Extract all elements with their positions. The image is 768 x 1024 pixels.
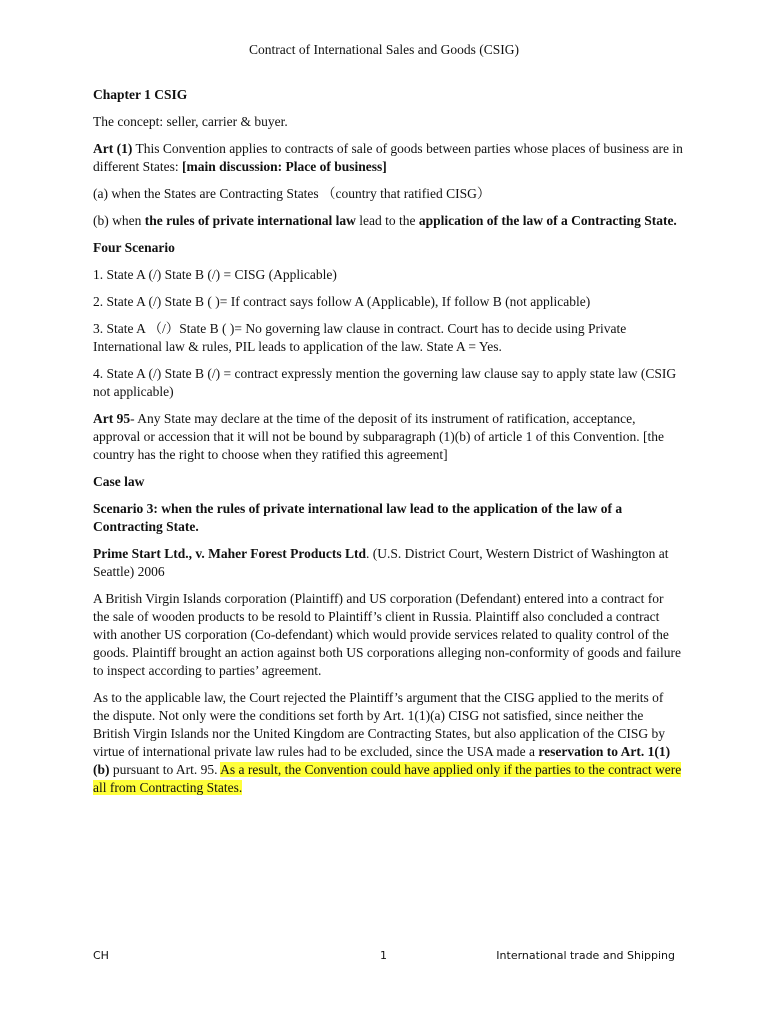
scenario-1: 1. State A (/) State B (/) = CISG (Applicable) — [93, 267, 337, 282]
art1-b-text1: (b) when — [93, 213, 145, 228]
case-law-heading — [93, 473, 683, 491]
scenario-3-heading-text: Scenario 3: when the rules of private international law lead to the application of the law of a Contracting State. — [93, 501, 623, 534]
art1-b-bold2: application of the law of a Contracting State. — [418, 213, 677, 228]
page-number: 1 — [380, 949, 387, 962]
case-holding-bold: reservation to Art. 1(1)(b) — [93, 744, 671, 777]
scenario-3: 3. State A （/）State B ( )= No governing law clause in contract. Court has to decide using Private International law & rules, PIL leads to application of the law. State A = Yes. — [93, 321, 627, 354]
art1-b-bold1: the rules of private international law — [144, 213, 356, 228]
chapter-heading — [93, 86, 683, 104]
highlighted-text: As a result, the Convention could have applied only if the parties to the contract were all from Contracting States. — [93, 762, 682, 795]
case-facts: A British Virgin Islands corporation (Plaintiff) and US corporation (Defendant) entered into a contract for the sale of wooden products to be resold to Plaintiff’s client in Russia. Plaintiff also concluded a contract with another US corporation (Co-defendant) which would provide services related to quality control of the goods. Plaintiff brought an action against both US corporations alleging non-conformity of goods and failure to inspect according to parties’ agreement. — [93, 591, 682, 678]
four-scenario-heading-text: Four Scenario — [93, 240, 175, 255]
four-scenario-heading — [93, 239, 683, 257]
art1-paragraph — [93, 140, 683, 176]
case-court: . (U.S. District Court, Western District of Washington at Seattle) 2006 — [93, 546, 669, 579]
art95-paragraph — [93, 410, 683, 464]
scenario-2: 2. State A (/) State B ( )= If contract says follow A (Applicable), If follow B (not applicable) — [93, 294, 591, 309]
case-holding — [93, 689, 683, 797]
concept-line: The concept: seller, carrier & buyer. — [93, 114, 288, 129]
case-name: Prime Start Ltd., v. Maher Forest Products Ltd — [93, 546, 366, 561]
art1-b-text2: lead to the — [355, 213, 419, 228]
art1-label: Art (1) — [93, 141, 133, 156]
case-holding-text2: pursuant to Art. 95. — [109, 762, 221, 777]
art1-text: This Convention applies to contracts of sale of goods between parties whose places of business are in different States: — [93, 141, 683, 174]
scenario-3-heading — [93, 500, 683, 536]
art95-text: - Any State may declare at the time of the deposit of its instrument of ratification, acceptance, approval or accession that it will not be bound by subparagraph (1)(b) of article 1 of this Convention. [the country has the right to choose when they ratified this agreement] — [93, 411, 664, 462]
footer-right: International trade and Shipping — [496, 949, 675, 962]
document-body — [93, 86, 683, 806]
case-law-heading-text: Case law — [93, 474, 145, 489]
scenario-4: 4. State A (/) State B (/) = contract expressly mention the governing law clause say to apply state law (CSIG not applicable) — [93, 366, 677, 399]
art95-label: Art 95 — [93, 411, 131, 426]
case-holding-text1: As to the applicable law, the Court rejected the Plaintiff’s argument that the CISG applied to the merits of the dispute. Not only were the conditions set forth by Art. 1(1)(a) CISG not satisfied, since neither the British Virgin Islands nor the United Kingdom are Contracting States, but also application of the CISG by virtue of international private law rules had to be excluded, since the USA made a — [93, 690, 665, 759]
art1-a: (a) when the States are Contracting States （country that ratified CISG） — [93, 186, 491, 201]
case-citation — [93, 545, 683, 581]
art1-note: [main discussion: Place of business] — [181, 159, 387, 174]
chapter-heading-text: Chapter 1 CSIG — [93, 87, 188, 102]
footer-left: CH — [93, 949, 109, 962]
page-header: Contract of International Sales and Goods (CSIG) — [249, 42, 519, 57]
art1-b — [93, 212, 683, 230]
